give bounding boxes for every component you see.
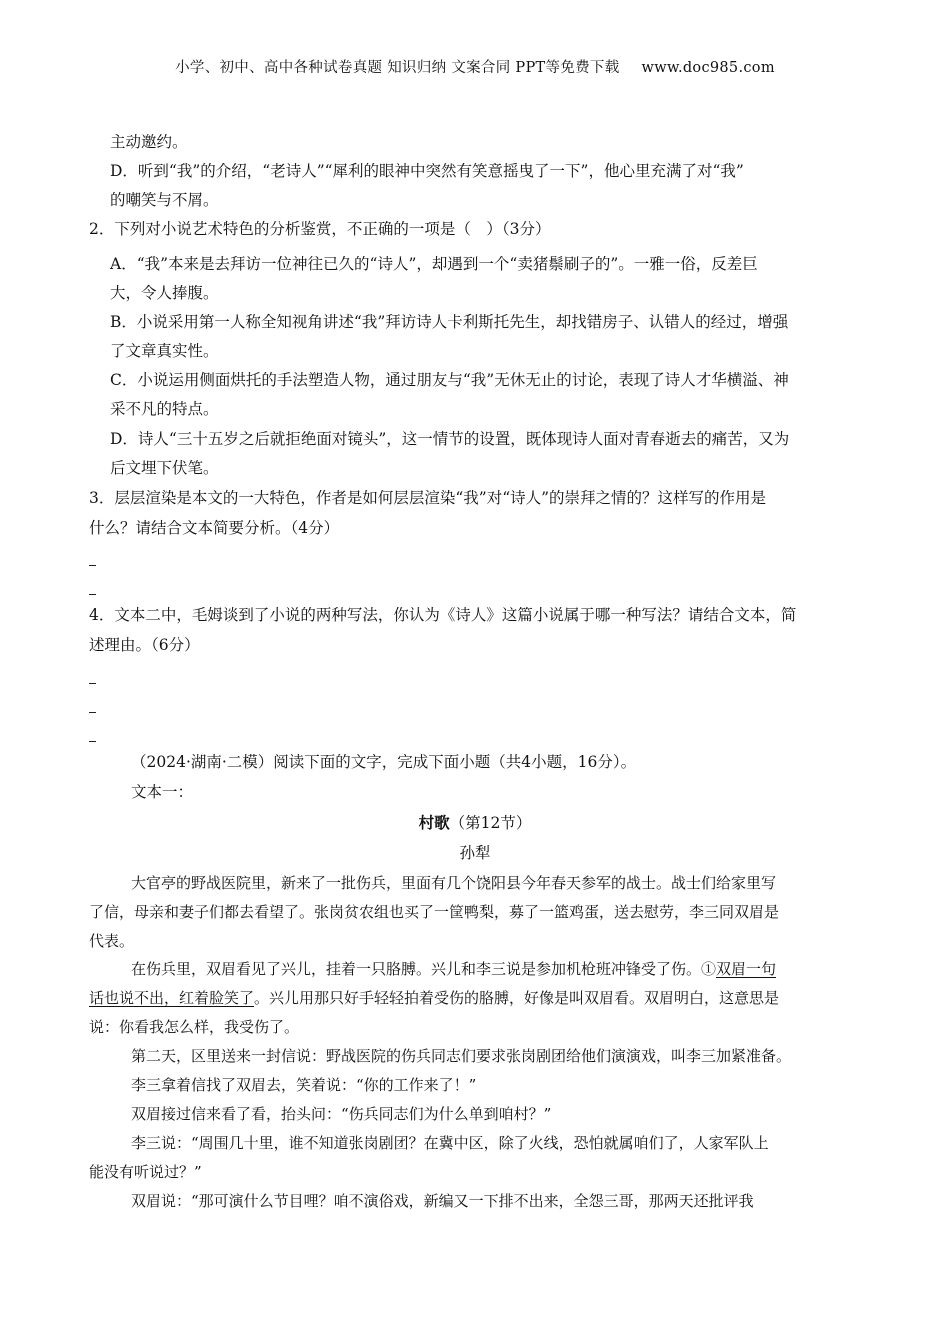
story-text: 。兴儿用那只好手轻轻拍着受伤的胳膊，好像是叫双眉看。双眉明白，这意思是 [254, 989, 780, 1007]
story-text: 在伤兵里，双眉看见了兴儿，挂着一只胳膊。兴儿和李三说是参加机枪班冲锋受了伤。① [131, 960, 717, 978]
answer-line[interactable] [89, 683, 96, 684]
answer-line[interactable] [89, 565, 96, 566]
q3-stem: 3．层层渲染是本文的一大特色，作者是如何层层渲染“我”对“诗人”的崇拜之情的？这样写的作用是 [89, 489, 767, 507]
answer-line[interactable] [89, 594, 96, 595]
story-paragraph: 双眉接过信来看了看，抬头问：“伤兵同志们为什么单到咱村？” [131, 1105, 552, 1123]
story-paragraph [131, 958, 776, 980]
story-paragraph-cont: 了信，母亲和妻子们都去看望了。张岗贫农组也买了一筐鸭梨，募了一篮鸡蛋，送去慰劳，李三同双眉是 [89, 903, 780, 921]
q2-option-a: A．“我”本来是去拜访一位神往已久的“诗人”，却遇到一个“卖猪鬃刷子的”。一雅一俗，反差巨 [110, 255, 758, 273]
q2-option-c-cont: 采不凡的特点。 [110, 400, 219, 418]
page-header [0, 56, 950, 77]
underlined-sentence: 双眉一句 [716, 960, 777, 978]
story-title-note: （第12节） [449, 814, 532, 832]
story-paragraph: 大官亭的野战医院里，新来了一批伤兵，里面有几个饶阳县今年春天参军的战士。战士们给家里写 [131, 874, 777, 892]
underlined-sentence: 话也说不出，红着脸笑了 [89, 989, 255, 1007]
story-paragraph-cont: 代表。 [89, 932, 135, 950]
text-one-label: 文本一： [131, 783, 194, 801]
story-title [0, 812, 950, 834]
story-paragraph: 李三拿着信找了双眉去，笑着说：“你的工作来了！” [131, 1076, 477, 1094]
story-author: 孙犁 [459, 844, 491, 862]
story-paragraph-cont [89, 987, 779, 1009]
q2-option-a-cont: 大，令人捧腹。 [110, 284, 219, 302]
q1-option-d: D．听到“我”的介绍，“老诗人”“犀利的眼神中突然有笑意摇曳了一下”，他心里充满了对“我” [110, 162, 744, 180]
q2-option-d-cont: 后文埋下伏笔。 [110, 459, 219, 477]
story-paragraph: 双眉说：“那可演什么节目哩？咱不演俗戏，新编又一下排不出来，全怨三哥，那两天还批评我 [131, 1192, 754, 1210]
story-paragraph: 第二天，区里送来一封信说：野战医院的伤兵同志们要求张岗剧团给他们演演戏，叫李三加紧准备。 [131, 1047, 792, 1065]
answer-line[interactable] [89, 741, 96, 742]
header-banner: 小学、初中、高中各种试卷真题 知识归纳 文案合同 PPT等免费下载 [175, 60, 620, 76]
q3-stem-cont: 什么？请结合文本简要分析。（4分） [89, 519, 340, 537]
story-paragraph-cont: 能没有听说过？” [89, 1163, 202, 1181]
q4-stem: 4．文本二中，毛姆谈到了小说的两种写法，你认为《诗人》这篇小说属于哪一种写法？请结合文本，简 [89, 606, 797, 624]
section-intro: （2024·湖南·二模）阅读下面的文字，完成下面小题（共4小题，16分）。 [131, 753, 637, 771]
q2-option-d: D．诗人“三十五岁之后就拒绝面对镜头”，这一情节的设置，既体现诗人面对青春逝去的痛苦，又为 [110, 430, 790, 448]
story-paragraph: 李三说：“周围几十里，谁不知道张岗剧团？在冀中区，除了火线，恐怕就属咱们了，人家军队上 [131, 1134, 769, 1152]
q4-stem-cont: 述理由。（6分） [89, 636, 200, 654]
story-paragraph-cont: 说：你看我怎么样，我受伤了。 [89, 1018, 300, 1036]
story-title-text: 村歌 [418, 813, 450, 832]
q1-option-c-cont: 主动邀约。 [110, 133, 188, 151]
q2-option-c: C．小说运用侧面烘托的手法塑造人物，通过朋友与“我”无休无止的讨论，表现了诗人才华横溢、神 [110, 371, 789, 389]
answer-line[interactable] [89, 712, 96, 713]
q2-option-b: B．小说采用第一人称全知视角讲述“我”拜访诗人卡利斯托先生，却找错房子、认错人的经过，增强 [110, 313, 789, 331]
q2-stem: 2．下列对小说艺术特色的分析鉴赏，不正确的一项是（ ）（3分） [89, 220, 551, 238]
header-url[interactable]: www.doc985.com [641, 60, 775, 76]
q1-option-d-cont: 的嘲笑与不屑。 [110, 191, 219, 209]
q2-option-b-cont: 了文章真实性。 [110, 342, 219, 360]
